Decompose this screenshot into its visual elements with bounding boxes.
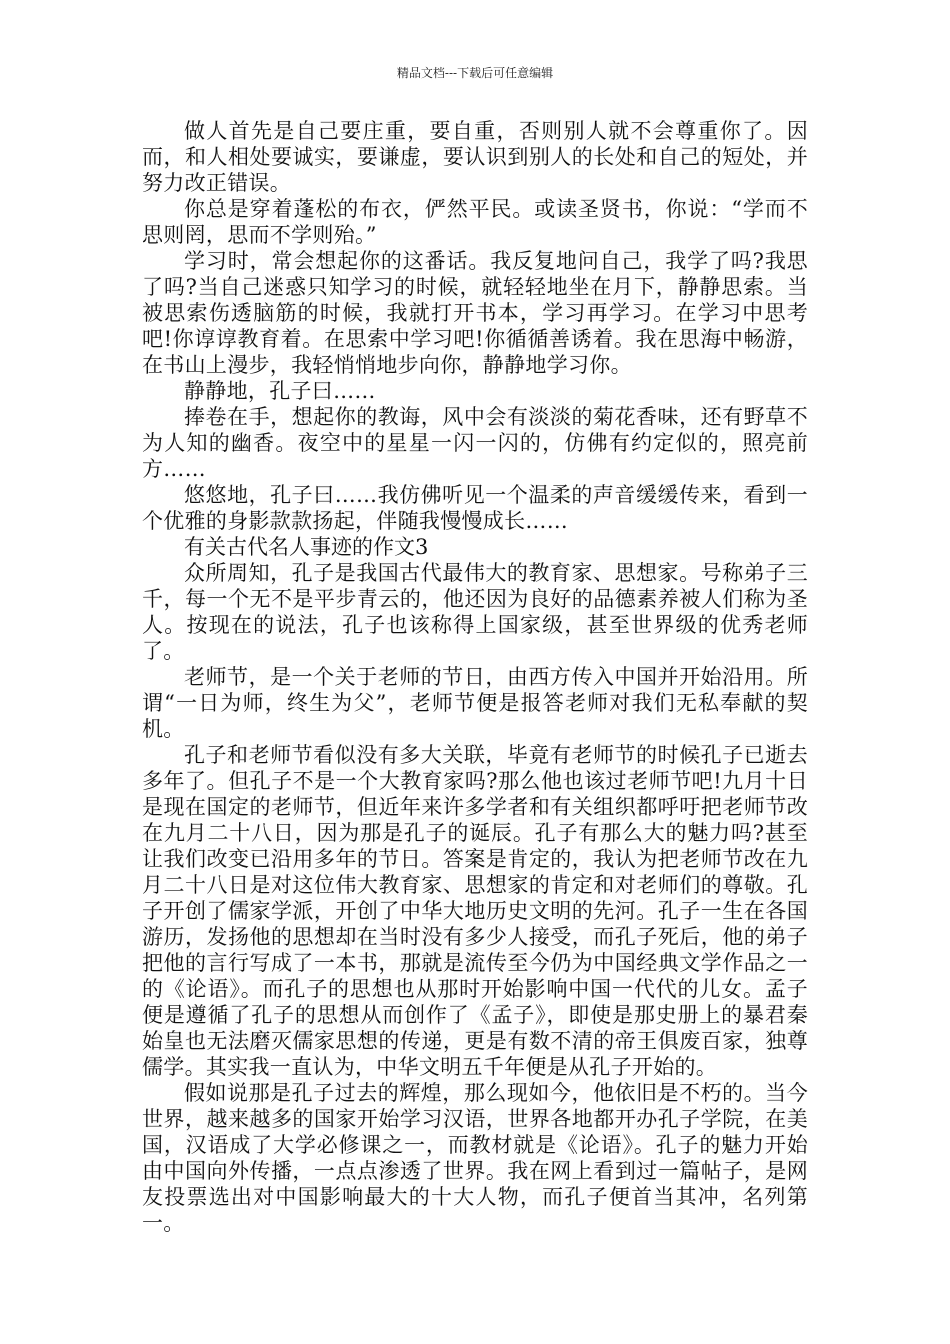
paragraph-7: 众所周知，孔子是我国古代最伟大的教育家、思想家。号称弟子三千，每一个无不是平步青云的，他还因为良好的品德素养被人们称为圣人。按现在的说法，孔子也该称得上国家级，甚至世界级的优秀老师了。 (142, 561, 808, 663)
paragraph-3: 学习时，常会想起你的这番话。我反复地问自己，我学了吗?我思了吗?当自己迷惑只知学习的时候，就轻轻地坐在月下，静静思索。当被思索伤透脑筋的时候，我就打开书本，学习再学习。在学习中思考吧!你谆谆教育着。在思索中学习吧!你循循善诱着。我在思海中畅游，在书山上漫步，我轻悄悄地步向你，静静地学习你。 (142, 249, 808, 377)
paragraph-2: 你总是穿着蓬松的布衣，俨然平民。或读圣贤书，你说：“学而不思则罔，思而不学则殆。” (142, 197, 808, 247)
section-heading: 有关古代名人事迹的作文3 (184, 535, 429, 559)
paragraph-5: 捧卷在手，想起你的教诲，风中会有淡淡的菊花香味，还有野草不为人知的幽香。夜空中的星星一闪一闪的，仿佛有约定似的，照亮前方…… (142, 405, 808, 481)
paragraph-8: 老师节，是一个关于老师的节日，由西方传入中国并开始沿用。所谓“一日为师，终生为父”，老师节便是报答老师对我们无私奉献的契机。 (142, 665, 808, 741)
document-body (142, 118, 808, 1236)
paragraph-10: 假如说那是孔子过去的辉煌，那么现如今，他依旧是不朽的。当今世界，越来越多的国家开始学习汉语，世界各地都开办孔子学院，在美国，汉语成了大学必修课之一，而教材就是《论语》。孔子的魅力开始由中国向外传播，一点点渗透了世界。我在网上看到过一篇帖子，是网友投票选出对中国影响最大的十大人物，而孔子便首当其冲，名列第一。 (142, 1081, 808, 1235)
paragraph-9: 孔子和老师节看似没有多大关联，毕竟有老师节的时候孔子已逝去多年了。但孔子不是一个大教育家吗?那么他也该过老师节吧!九月十日是现在国定的老师节，但近年来许多学者和有关组织都呼吁把老师节改在九月二十八日，因为那是孔子的诞辰。孔子有那么大的魅力吗?甚至让我们改变已沿用多年的节日。答案是肯定的，我认为把老师节改在九月二十八日是对这位伟大教育家、思想家的肯定和对老师们的尊敬。孔子开创了儒家学派，开创了中华大地历史文明的先河。孔子一生在各国游历，发扬他的思想却在当时没有多少人接受，而孔子死后，他的弟子把他的言行写成了一本书，那就是流传至今仍为中国经典文学作品之一的《论语》。而孔子的思想也从那时开始影响中国一代代的儿女。孟子便是遵循了孔子的思想从而创作了《孟子》，即使是那史册上的暴君秦始皇也无法磨灭儒家思想的传递，更是有数不清的帝王俱废百家，独尊儒学。其实我一直认为，中华文明五千年便是从孔子开始的。 (142, 743, 808, 1079)
paragraph-4: 静静地，孔子曰…… (184, 379, 376, 403)
paragraph-1: 做人首先是自己要庄重，要自重，否则别人就不会尊重你了。因而，和人相处要诚实，要谦虚，要认识到别人的长处和自己的短处，并努力改正错误。 (142, 119, 808, 195)
page-header: 精品文档---下载后可任意编辑 (396, 66, 554, 80)
paragraph-6: 悠悠地，孔子曰……我仿佛听见一个温柔的声音缓缓传来，看到一个优雅的身影款款扬起，伴随我慢慢成长…… (142, 483, 808, 533)
